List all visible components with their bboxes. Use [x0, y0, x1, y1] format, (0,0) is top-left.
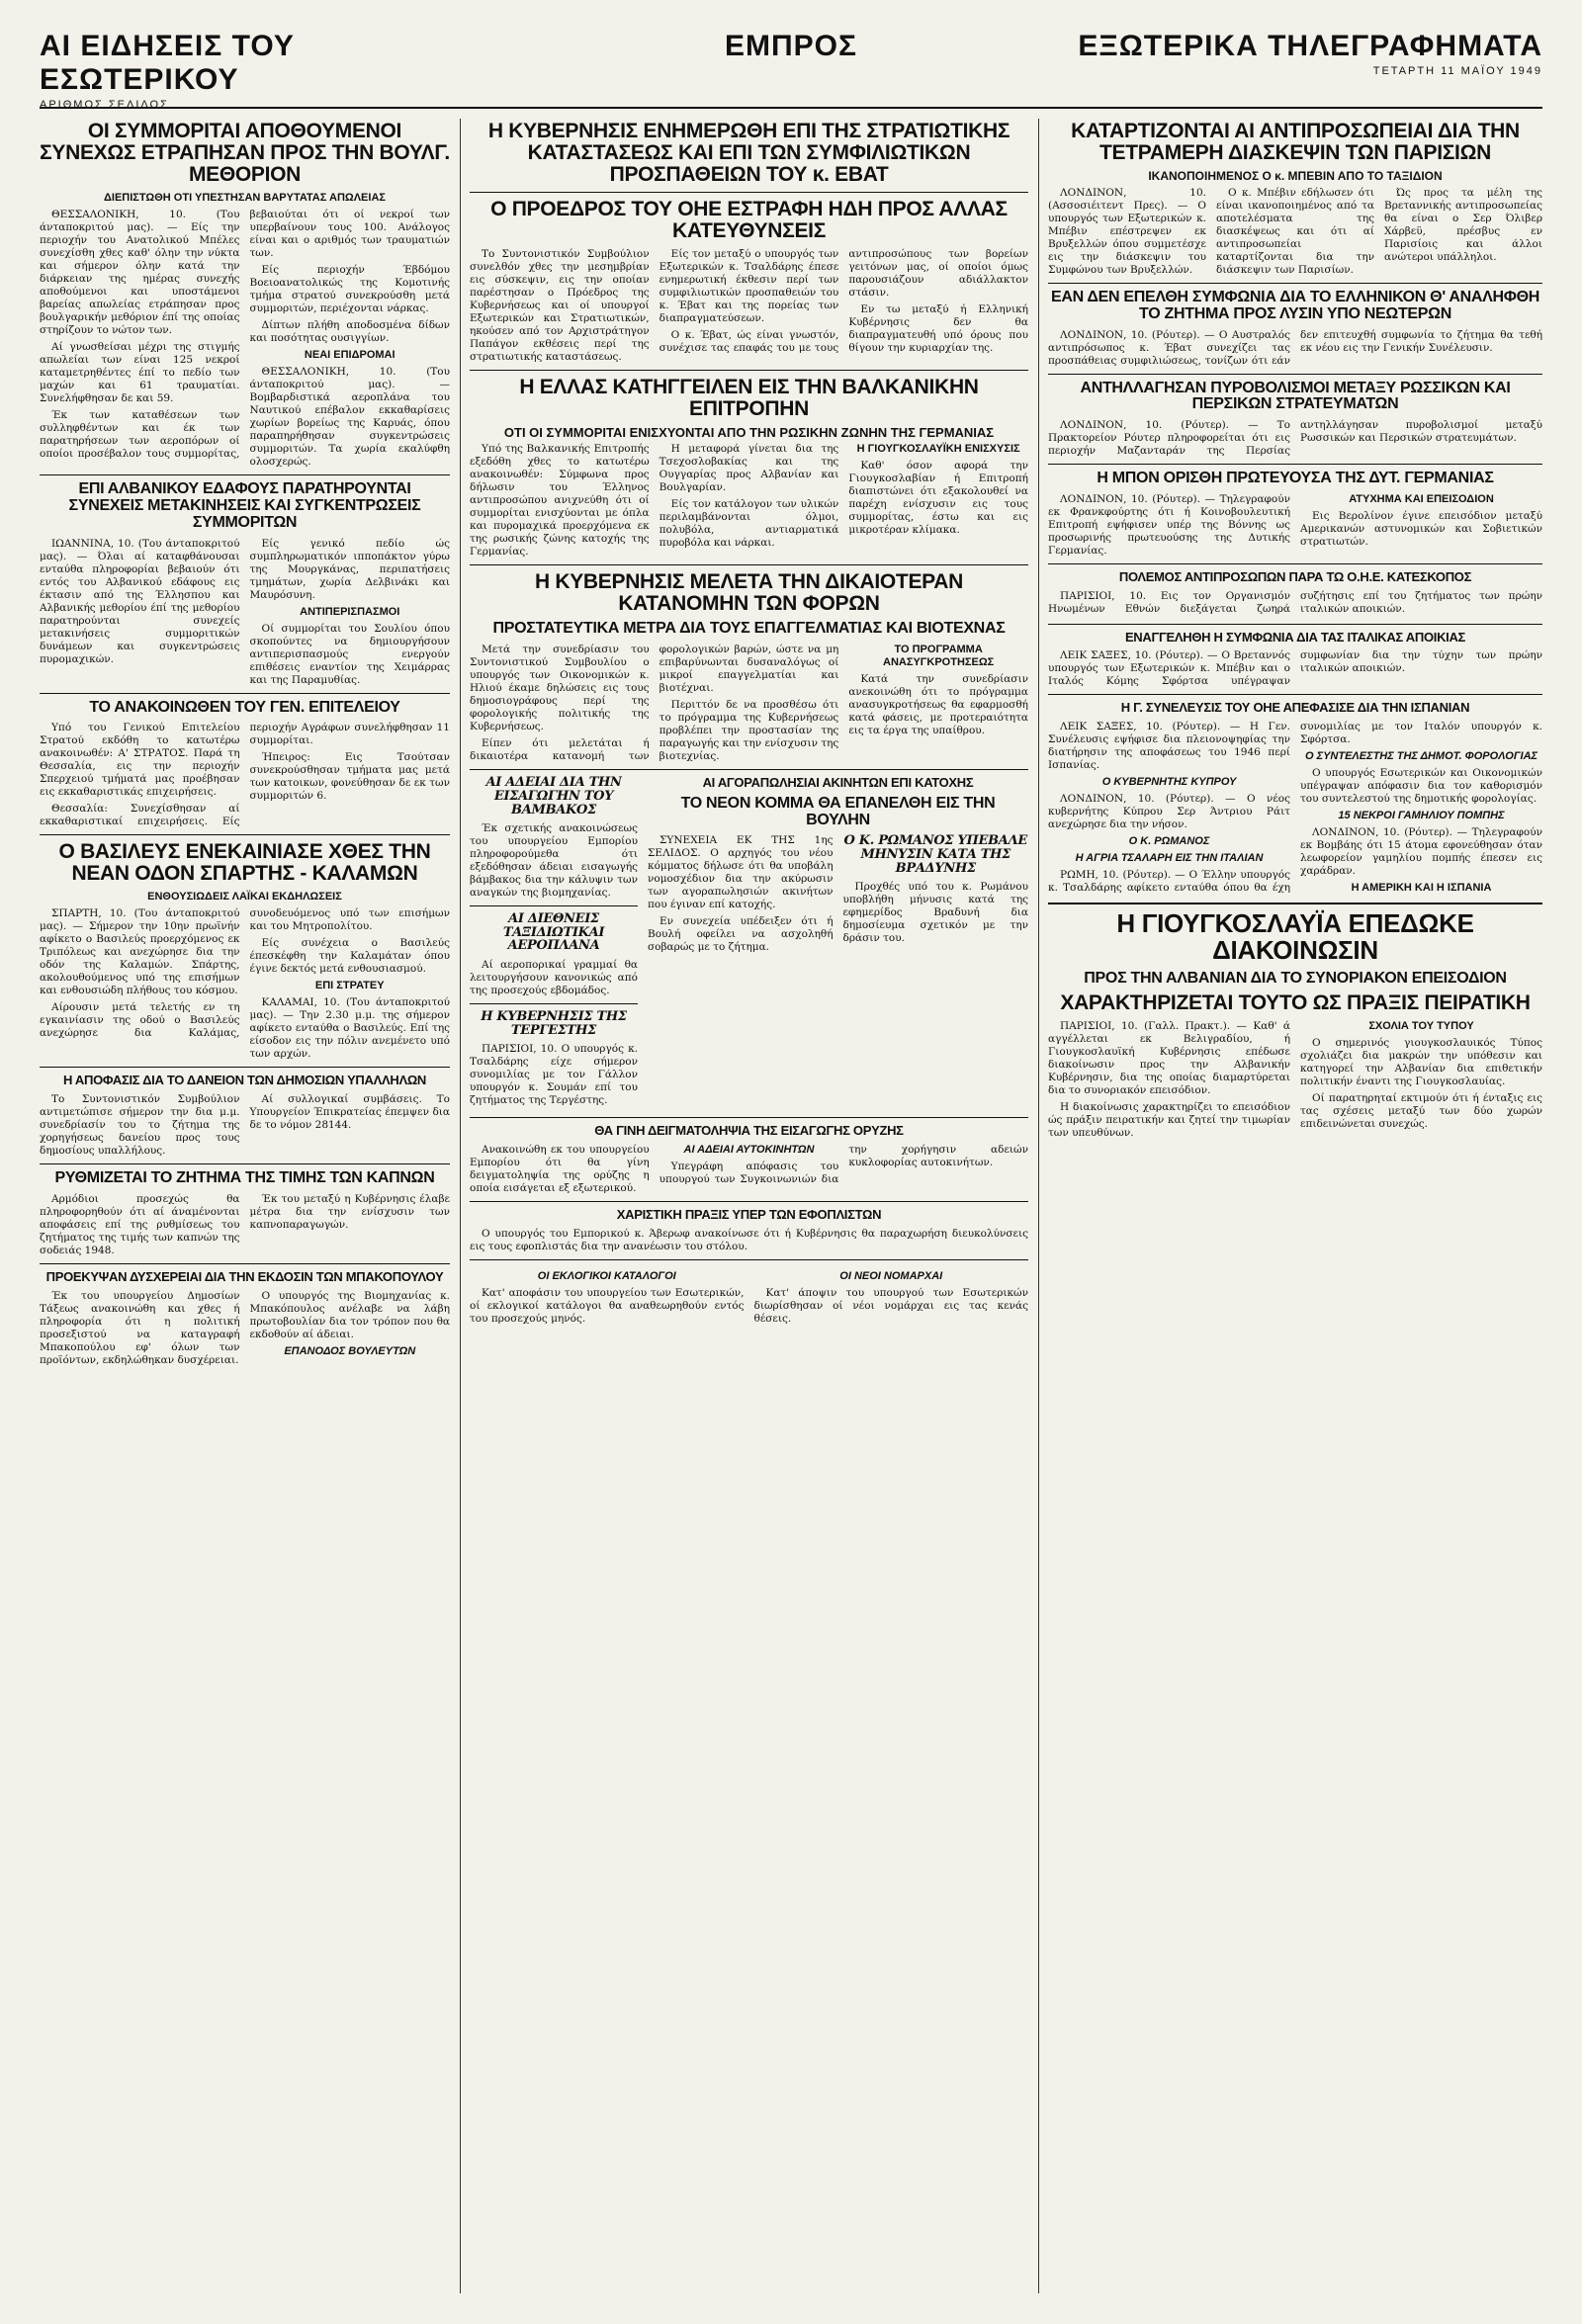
- headline-un-war: ΠΟΛΕΜΟΣ ΑΝΤΙΠΡΟΣΩΠΩΝ ΠΑΡΑ ΤΩ Ο.Η.Ε. ΚΑΤΕΣΚΟΠΟΣ: [1118, 569, 1472, 585]
- issue-date: ΤΕΤΑΡΤΗ 11 ΜΑΪΟΥ 1949: [1372, 65, 1542, 77]
- section-divider: [40, 474, 450, 475]
- paragraph: Υπεγράφη απόφασις του υπουργού των Συγκοινωνιών δια την χορήγησιν αδειών κυκλοφορίας αυτοκινήτων.: [659, 1143, 1028, 1185]
- paragraph: Ήπειρος: Εις Τσούτσαν συνεκρούσθησαν τμήματα μας μετά των κατοικων, φονεύθησαν δε εκ των συμμοριτών 6.: [249, 751, 450, 803]
- section-divider: [40, 1263, 450, 1264]
- subheadline-mps-return: ΕΠΑΝΟΔΟΣ ΒΟΥΛΕΥΤΩΝ: [284, 1344, 416, 1357]
- article-tobacco-body: [40, 1193, 450, 1257]
- subheadline-celebrations: ΕΝΘΟΥΣΙΩΔΕΙΣ ΛΑΪΚΑΙ ΕΚΔΗΛΩΣΕΙΣ: [147, 891, 342, 904]
- section-divider: [1048, 624, 1542, 625]
- paragraph: Αί αεροπορικαί γραμμαί θα λειτουργήσουν κανονικώς από της προσεχούς εβδομάδος.: [470, 959, 638, 997]
- paragraph: Ο σημερινός γιουγκοσλαυικός Τύπος σχολιάζει δια μακρών την υπόθεσιν και κατηγορεί την Αλβανίαν δια επιθετικήν πολιτικήν έναντι της Γιουγκοσλαυίας.: [1300, 1037, 1542, 1088]
- paragraph: Είς γενικό πεδίο ώς συμπληρωματικόν ιπποπάκτον γύρω της Μουργκάνας, περιπατήσεις τμημάτων, χωρία Δελβινάκι και Μαυρόσυνη.: [249, 537, 450, 601]
- paragraph: Ο κ. Μπέβιν εδήλωσεν ότι είναι ικανοποιημένος από τα αποτελέσματα της διασκέψεως και ότι αί αντιπροσωπείαι καταρτίζονται δια την διάσκεψιν των Παρισίων.: [1216, 187, 1374, 277]
- column-divider: [1038, 119, 1039, 2293]
- headline-bakopoulos: ΠΡΟΕΚΥΨΑΝ ΔΥΣΧΕΡΕΙΑΙ ΔΙΑ ΤΗΝ ΕΚΔΟΣΙΝ ΤΩΝ ΜΠΑΚΟΠΟΥΛΟΥ: [45, 1268, 444, 1284]
- masthead-left: [40, 30, 435, 111]
- article-bonn-body: [1048, 493, 1542, 558]
- article-staff-body: [40, 722, 450, 828]
- headline-government-briefed: Η ΚΥΒΕΡΝΗΣΙΣ ΕΝΗΜΕΡΩΘΗ ΕΠΙ ΤΗΣ ΣΤΡΑΤΙΩΤΙΚΗΣ ΚΑΤΑΣΤΑΣΕΩΣ ΚΑΙ ΕΠΙ ΤΩΝ ΣΥΜΦΙΛΙΩΤΙΚΩΝ ΠΡΟΣΠΑΘΕΙΩΝ ΤΟΥ κ. ΕΒΑΤ: [487, 121, 1011, 187]
- headline-romanos-lawsuit: Ο Κ. ΡΩΜΑΝΟΣ ΥΠΕΒΑΛΕ ΜΗΝΥΣΙΝ ΚΑΤΑ ΤΗΣ ΒΡΑΔΥΝΗΣ: [843, 833, 1027, 876]
- paragraph: ΠΑΡΙΣΙΟΙ, 10. (Γαλλ. Πρακτ.). — Καθ' ά αγγέλλεται εκ Βελιγραδίου, ή Γιουγκοσλαυϊκή Κυβέρνησις επέδωσε διακοίνωσιν προς την Αλβανικήν Κυβέρνησιν, δια της οποίας διαμαρτύρεται δια το συνοριακόν επεισόδιον.: [1048, 1020, 1290, 1097]
- subheadline-romanos: Ο Κ. ΡΩΜΑΝΟΣ: [1128, 835, 1210, 847]
- paragraph: Ο υπουργός Εσωτερικών και Οικονομικών υπέγραψαν απόφασιν δια τον καθορισμόν του συντελεστού της δημοτικής φορολογίας.: [1300, 767, 1542, 805]
- section-divider: [470, 905, 638, 906]
- headline-albanian-territory: ΕΠΙ ΑΛΒΑΝΙΚΟΥ ΕΔΑΦΟΥΣ ΠΑΡΑΤΗΡΟΥΝΤΑΙ ΣΥΝΕΧΕΙΣ ΜΕΤΑΚΙΝΗΣΕΙΣ ΚΑΙ ΣΥΓΚΕΝΤΡΩΣΕΙΣ ΣΥΜΜΟΡΙΤΩΝ: [68, 480, 421, 531]
- subheadline: ΝΕΑΙ ΕΠΙΔΡΟΜΑΙ: [304, 349, 396, 362]
- paragraph: Υπό του Γενικού Επιτελείου Στρατού εκδόθη το κατωτέρω ανακοινωθέν: Α' ΣΤΡΑΤΟΣ. Παρά τη Θεσσαλία, εις την περιοχήν Σπερχειού τμήματά μας προέβησαν εις εκκαθαριστικάς επιχειρήσεις.: [40, 722, 240, 799]
- article-property: [648, 776, 1028, 1111]
- paragraph: ΛΕΙΚ ΣΑΞΕΣ, 10. (Ρόυτερ). — Ο Βρεταννός υπουργός των Εξωτερικών κ. Μπέβιν και ο Ιταλός Κόμης Σφόρτσα υπέγραψαν συμφωνίαν δια την τύχην των πρώην ιταλικών αποικιών.: [1048, 649, 1542, 688]
- paragraph: ΛΟΝΔΙΝΟΝ, 10. (Ασσοσιέιτεντ Πρες). — Ο υπουργός των Εξωτερικών κ. Μπέβιν επέστρεψεν εκ Βρυξελλών όπου συμμετέσχε εις την διάσκεψιν του Συμφώνου των Βρυξελλών.: [1048, 187, 1206, 277]
- headline-italian-colonies: ΕΝΑΓΓΕΛΗΘΗ Η ΣΥΜΦΩΝΙΑ ΔΙΑ ΤΑΣ ΙΤΑΛΙΚΑΣ ΑΠΟΙΚΙΑΣ: [1124, 629, 1466, 645]
- headline-greek-question: ΕΑΝ ΔΕΝ ΕΠΕΛΘΗ ΣΥΜΦΩΝΙΑ ΔΙΑ ΤΟ ΕΛΛΗΝΙΚΟΝ Θ' ΑΝΑΛΗΦΘΗ ΤΟ ΖΗΤΗΜΑ ΠΡΟΣ ΛΥΣΙΝ ΥΠΟ ΝΕΩΤΕΡΩΝ: [1050, 289, 1540, 322]
- paragraph: Υπό της Βαλκανικής Επιτροπής εξεδόθη χθες το κατωτέρω ανακοινωθέν: Σύμφωνα προς δήλωσιν του Έλληνος αντιπροσώπου ανιχνεύθη ότι οί συμμορίται ενισχύονται με όπλα και πυρομαχικά προερχόμενα εκ της ρωσικής ζώνης κατοχής της Γερμανίας.: [470, 443, 650, 559]
- section-divider: [40, 1067, 450, 1068]
- column-government: [470, 121, 1028, 2290]
- paragraph: ΛΟΝΔΙΝΟΝ, 10. (Ρόυτερ). — Ο Αυστραλός αντιπρόσωπος κ. Έβατ συνεχίζει τας προσπάθειας συμφιλιώσεως, τονίζων ότι εάν δεν επιτευχθή συμφωνία το ζήτημα θα τεθή εκ νέου εις την Γενικήν Συνέλευσιν.: [1048, 328, 1542, 367]
- article-greek-question-body: [1048, 329, 1542, 368]
- section-divider: [40, 834, 450, 835]
- section-divider: [470, 1259, 1028, 1260]
- subheadline-losses: ΔΙΕΠΙΣΤΩΘΗ ΟΤΙ ΥΠΕΣΤΗΣΑΝ ΒΑΡΥΤΑΤΑΣ ΑΠΩΛΕΙΑΣ: [104, 192, 386, 205]
- paragraph: ΛΟΝΔΙΝΟΝ, 10. (Ρόυτερ). — Τηλεγραφούν εκ Βομβάης ότι 15 άτομα εφονεύθησαν όταν λεωφορείον γαμηλίου πομπής έπεσεν εις χαράδραν.: [1300, 826, 1542, 877]
- article-colonies-body: [1048, 649, 1542, 688]
- subheadline-wedding-dead: 15 ΝΕΚΡΟΙ ΓΑΜΗΛΙΟΥ ΠΟΜΠΗΣ: [1338, 810, 1505, 821]
- paragraph: Κατ' αποφάσιν του υπουργείου των Εσωτερικών, οί εκλογικοί κατάλογοι θα αναθεωρηθούν εντός του προσεχούς μηνός.: [470, 1286, 745, 1325]
- headline-protective-measures: ΠΡΟΣΤΑΤΕΥΤΙΚΑ ΜΕΤΡΑ ΔΙΑ ΤΟΥΣ ΕΠΑΓΓΕΛΜΑΤΙΑΣ ΚΑΙ ΒΙΟΤΕΧΝΑΣ: [492, 620, 1006, 638]
- article-spain-body: [1048, 721, 1542, 897]
- paragraph: ΠΑΡΙΣΙΟΙ, 10. Εις τον Οργανισμόν Ηνωμένων Εθνών διεξάγεται ζωηρά συζήτησις επί του ζητήματος των πρώην ιταλικών αποικιών.: [1048, 589, 1542, 615]
- article-cotton: [470, 776, 638, 1111]
- subheadline-russian-zone: ΟΤΙ ΟΙ ΣΥΜΜΟΡΙΤΑΙ ΕΝΙΣΧΥΟΝΤΑΙ ΑΠΟ ΤΗΝ ΡΩΣΙΚΗΝ ΖΩΝΗΝ ΤΗΣ ΓΕΡΜΑΝΙΑΣ: [503, 425, 995, 441]
- headline-tax-distribution: Η ΚΥΒΕΡΝΗΣΙΣ ΜΕΛΕΤΑ ΤΗΝ ΔΙΚΑΙΟΤΕΡΑΝ ΚΑΤΑΝΟΜΗΝ ΤΩΝ ΦΟΡΩΝ: [534, 570, 964, 616]
- article-rice-body: [470, 1144, 1028, 1195]
- subheadline-press-comments: ΣΧΟΛΙΑ ΤΟΥ ΤΥΠΟΥ: [1368, 1020, 1474, 1033]
- headline-shipowners: ΧΑΡΙΣΤΙΚΗ ΠΡΑΞΙΣ ΥΠΕΡ ΤΩΝ ΕΦΟΠΛΙΣΤΩΝ: [616, 1206, 882, 1222]
- paragraph: Ανακοινώθη εκ του υπουργείου Εμπορίου ότι θα γίνη δειγματοληψία της ορύζης η οποία εισάγεται εξ εξωτερικού.: [470, 1143, 650, 1194]
- article-king-body: [40, 907, 450, 1061]
- paragraph: ΘΕΣΣΑΛΟΝΙΚΗ, 10. (Του άνταποκριτού μας). — Βομβαρδιστικά αεροπλάνα του Ναυτικού επέβαλον εκκαθαρίσεις χωρίων βορείως της Καρυάς, όπου παραπηρήθησαν συγκεντρώσεις συμμοριτών. Τα χωρία εκαλύφθη ολοσχερώς.: [249, 366, 450, 469]
- paragraph: Θεσσαλία: Συνεχίσθησαν αί εκκαθαριστικαί επιχειρήσεις. Είς περιοχήν Αγράφων συνελήφθησαν 11 συμμορίται.: [40, 722, 450, 828]
- paragraph: Αίρουσιν μετά τελετής εν τη εγκαινίασιν της οδού ο Βασιλεύς ανεχώρησε δια Καλάμας, συνοδευόμενος υπό των επισήμων και του Μητροπολίτου.: [40, 907, 450, 1040]
- section-divider: [1048, 903, 1542, 904]
- paragraph: Δίπτων πλήθη αποδοσμένα δίδων και ποσότητας ουσιγγίων.: [249, 319, 450, 345]
- paragraph: Έκ σχετικής ανακοινώσεως του υπουργείου Εμπορίου πληροφορούμεθα ότι εξεδόθησαν άδειαι εισαγωγής βάμβακος δια την κάλυψιν των αναγκών της βιομηχανίας.: [470, 822, 638, 900]
- headline-aeroplanes: ΑΙ ΔΙΕΘΝΕΙΣ ΤΑΞΙΔΙΩΤΙΚΑΙ ΑΕΡΟΠΛΑΝΑ: [502, 911, 605, 954]
- article-albania-body: [40, 538, 450, 687]
- article-yugoslavia-body: [1048, 1020, 1542, 1140]
- article-row-bottom: [470, 1266, 1028, 1330]
- paragraph: ΚΑΛΑΜΑΙ, 10. (Του άνταποκριτού μας). — Την 2.30 μ.μ. της σήμερον αφίκετο ενταύθα ο Βασιλεύς. Επί της είσοδον εις την πόλιν ανεμένετο υπό των αρχών.: [249, 996, 450, 1061]
- headline-property-sales: ΑΙ ΑΓΟΡΑΠΩΛΗΣΙΑΙ ΑΚΙΝΗΤΩΝ ΕΠΙ ΚΑΤΟΧΗΣ: [702, 775, 974, 791]
- paragraph: ΛΟΝΔΙΝΟΝ, 10. (Ρόυτερ). — Το Πρακτορείον Ρόυτερ πληροφορείται ότι εις περιοχήν Μαζανταράν της Περσίας αντηλλάγησαν πυροβολισμοί μεταξύ Ρωσσικών και Περσικών στρατευμάτων.: [1048, 419, 1542, 458]
- paragraph: Μετά την συνεδρίασιν του Συντονιστικού Συμβουλίου ο υπουργός των Οικονομικών κ. Ηλιού έκαμε δηλώσεις εις τους δημοσιογράφους περί της φορολογικής πολιτικής της Κυβερνήσεως.: [470, 644, 650, 733]
- article-row-mixed: [470, 776, 1028, 1111]
- article-persia-body: [1048, 419, 1542, 458]
- headline-general-staff: ΤΟ ΑΝΑΚΟΙΝΩΘΕΝ ΤΟΥ ΓΕΝ. ΕΠΙΤΕΛΕΙΟΥ: [89, 698, 400, 716]
- subheadline-cyprus-governor: Ο ΚΥΒΕΡΝΗΤΗΣ ΚΥΠΡΟΥ: [1101, 776, 1237, 788]
- masthead-rule: [40, 107, 1542, 109]
- section-divider: [1048, 464, 1542, 465]
- paragraph: Είπεν ότι μελετάται ή δικαιοτέρα κατανομή των φορολογικών βαρών, ώστε να μη επιβαρύνωνται δυσαναλόγως οί μικροί επαγγελματίαι και βιοτέχναι.: [470, 644, 839, 763]
- paragraph: Έκ των καταθέσεων των συλληφθέντων και έκ των παρατηρήσεων των αεροπόρων οί οποίοι προσέβαλον τους συμμορίτας, βεβαιούται ότι οί νεκροί των υπερβαίνουν τους 100. Ανάλογος είναι και ο αριθμός των τραυματιών των.: [40, 209, 450, 461]
- section-divider: [470, 1201, 1028, 1202]
- subheadline: ΤΟ ΠΡΟΓΡΑΜΜΑ ΑΝΑΣΥΓΚΡΟΤΗΣΕΩΣ: [883, 644, 995, 669]
- paragraph: Είς συνέχεια ο Βασιλεύς έπεσκέφθη την Καλαμάταν όπου έγινε δεκτός μετά ενθουσιασμού.: [249, 937, 450, 976]
- paragraph: ΛΟΝΔΙΝΟΝ, 10. (Ρόυτερ). — Τηλεγραφούν εκ Φρανκφούρτης ότι ή Κοινοβουλευτική Επιτροπή εψήφισεν υπέρ της Βόννης ως προσωρινής πρωτευούσης της Δυτικής Γερμανίας.: [1048, 493, 1290, 558]
- subheadline-tsaldaris-italy: Η ΑΓΡΙΑ ΤΣΑΛΑΡΗ ΕΙΣ ΤΗΝ ΙΤΑΛΙΑΝ: [1075, 852, 1264, 864]
- headline-bandits-retreat: ΟΙ ΣΥΜΜΟΡΙΤΑΙ ΑΠΟΘΟΥΜΕΝΟΙ ΣΥΝΕΧΩΣ ΕΤΡΑΠΗΣΑΝ ΠΡΟΣ ΤΗΝ ΒΟΥΛΓ. ΜΕΘΟΡΙΟΝ: [40, 121, 450, 187]
- headline-electoral-lists: ΟΙ ΕΚΛΟΓΙΚΟΙ ΚΑΤΑΛΟΓΟΙ: [537, 1269, 676, 1282]
- section-divider: [470, 1003, 638, 1004]
- paragraph: Ο υπουργός της Βιομηχανίας κ. Μπακόπουλος ανέλαβε να λάβη πρωτοβουλίαν δια τον τρόπον που θα εκδοθούν αί άδειαι.: [249, 1289, 450, 1340]
- headline-cotton-licences: ΑΙ ΑΔΕΙΑΙ ΔΙΑ ΤΗΝ ΕΙΣΑΓΩΓΗΝ ΤΟΥ ΒΑΜΒΑΚΟΣ: [485, 775, 622, 818]
- headline-new-nomarchs: ΟΙ ΝΕΟΙ ΝΟΜΑΡΧΑΙ: [839, 1269, 943, 1282]
- section-divider: [1048, 563, 1542, 564]
- headline-new-party: ΤΟ ΝΕΟΝ ΚΟΜΜΑ ΘΑ ΕΠΑΝΕΛΘΗ ΕΙΣ ΤΗΝ ΒΟΥΛΗΝ: [680, 794, 996, 828]
- column-divider: [460, 119, 461, 2293]
- masthead-right: [929, 30, 1542, 77]
- paragraph: Αί γνωσθείσαι μέχρι της στιγμής απωλείαι των είναι 125 νεκροί καταμετρηθέντες έπί το πεδίο των μαχών και 61 τραυματίαι. Συνελήφθησαν δε και 59.: [40, 341, 240, 405]
- paragraph: ΡΩΜΗ, 10. (Ρόυτερ). — Ο Έλλην υπουργός κ. Τσαλδάρης αφίκετο ενταύθα όπου θα έχη συνομιλίας με τον Ιταλόν υπουργόν κ. Σφόρτσα.: [1048, 721, 1542, 894]
- headline-rice-sampling: ΘΑ ΓΙΝΗ ΔΕΙΓΜΑΤΟΛΗΨΙΑ ΤΗΣ ΕΙΣΑΓΩΓΗΣ ΟΡΥΖΗΣ: [594, 1123, 904, 1139]
- paragraph: Είς τον κατάλογον των υλικών περιλαμβάνονται όλμοι, πολυβόλα, αντιαρματικά πυροβόλα και νάρκαι.: [659, 498, 839, 550]
- paragraph: ΙΩΑΝΝΙΝΑ, 10. (Του άνταποκριτού μας). — Όλαι αί καταφθάνουσαι ενταύθα πληροφορίαι βεβαιούν ότι εντός του Αλβανικού εδάφους εις έκτασιν από της Έλλησπου και Αλβανικής μεθορίου έπί της μεθορίου παρατηρούνται συνεχείς μετακινήσεις συμμοριτικών δυνάμεων και συγκεντρώσεις πυρομαχικών.: [40, 537, 240, 665]
- article-electoral-lists: [470, 1266, 745, 1330]
- page-number-label: ΑΡΙΘΜΟΣ ΣΕΛΙΔΟΣ: [40, 99, 169, 111]
- section-divider: [470, 769, 1028, 770]
- headline-trieste: Η ΚΥΒΕΡΝΗΣΙΣ ΤΗΣ ΤΕΡΓΕΣΤΗΣ: [481, 1009, 627, 1038]
- newspaper-page: [40, 30, 1542, 2293]
- paragraph: Αρμόδιοι προσεχώς θα πληροφορηθούν ότι αί άναμένονται αποφάσεις επί της ρυθμίσεως του ζητήματος της τιμής των καπνών της σοδειάς 1948.: [40, 1192, 240, 1256]
- section-divider: [470, 370, 1028, 371]
- paragraph: Προχθές υπό του κ. Ρωμάνου υποβλήθη μήνυσις κατά της εφημερίδος Βραδυνή δια δημοσίευμα σχετικόν με την δράσιν του.: [842, 881, 1028, 945]
- subheadline-car-licences: ΑΙ ΑΔΕΙΑΙ ΑΥΤΟΚΙΝΗΤΩΝ: [683, 1143, 815, 1156]
- paragraph: Έκ του μεταξύ η Κυβέρνησις έλαβε μέτρα δια την ενίσχυσιν των καπνοπαραγωγών.: [249, 1192, 450, 1231]
- headline-tobacco-price: ΡΥΘΜΙΖΕΤΑΙ ΤΟ ΖΗΤΗΜΑ ΤΗΣ ΤΙΜΗΣ ΤΩΝ ΚΑΠΝΩΝ: [54, 1169, 435, 1187]
- paragraph: Είς τον μεταξύ ο υπουργός των Εξωτερικών κ. Τσαλδάρης έπεσε ενημερωτική έκθεσιν περί των συμφιλιωτικών προσπαθειών του κ. Έβατ και της πορείας των διαπραγματεύσεων.: [659, 248, 839, 325]
- paragraph: Το Συντονιστικόν Συμβούλιον αντιμετώπισε σήμερον την δια μ.μ. συνεδρίασίν του το ζήτημα της χορηγήσεως δανείου προς τους δημοσίους υπαλλήλους.: [40, 1093, 240, 1158]
- paragraph: Είς περιοχήν Έβδόμου Βοειοανατολικώς της Κομοτινής τμήμα στρατού συνεκρούσθη μετά συμμοριτών, περιέχονται νάρκας.: [249, 264, 450, 315]
- article-un-body: [1048, 590, 1542, 618]
- section-divider: [40, 693, 450, 694]
- article-property-body: [648, 834, 1028, 954]
- subheadline-america-spain: Η ΑΜΕΡΙΚΗ ΚΑΙ Η ΙΣΠΑΝΙΑ: [1351, 882, 1492, 894]
- section-title-domestic: ΑΙ ΕΙΔΗΣΕΙΣ ΤΟΥ ΕΣΩΤΕΡΙΚΟΥ: [40, 30, 295, 96]
- subheadline-accident: ΑΤΥΧΗΜΑ ΚΑΙ ΕΠΕΙΣΟΔΙΟΝ: [1349, 493, 1494, 506]
- article-new-nomarchs: [754, 1266, 1029, 1330]
- paragraph: Περιττόν δε να προσθέσω ότι το πρόγραμμα της Κυβερνήσεως προβλέπει την προστασίαν της παραγωγής και την ενίσχυσιν της βιοτεχνίας.: [659, 699, 839, 763]
- section-divider: [470, 192, 1028, 193]
- column-domestic: [40, 121, 450, 2290]
- paragraph: Κατά την συνεδρίασιν ανεκοινώθη ότι το πρόγραμμα ανασυγκροτήσεως θα εφαρμοσθή κατά φάσεις, με προτεραιότητα εις τα έργα της υπαίθρου.: [848, 673, 1028, 737]
- paragraph: ΛΕΙΚ ΣΑΞΕΣ, 10. (Ρόυτερ). — Η Γεν. Συνέλευσις εψήφισε δια πλειονοψηφίας την διατήρησιν της αποφάσεως του 1946 περί Ισπανίας.: [1048, 721, 1290, 771]
- paragraph: Ο υπουργός του Εμπορικού κ. Άβερωφ ανακοίνωσε ότι ή Κυβέρνησις θα παραχωρήση διευκολύνσεις εις τους εφοπλιστάς δια την ανανέωσιν του στόλου.: [470, 1227, 1028, 1252]
- subheadline-municipal-tax: Ο ΣΥΝΤΕΛΕΣΤΗΣ ΤΗΣ ΔΗΜΟΤ. ΦΟΡΟΛΟΓΙΑΣ: [1304, 750, 1538, 762]
- headline-spain-decision: Η Γ. ΣΥΝΕΛΕΥΣΙΣ ΤΟΥ ΟΗΕ ΑΠΕΦΑΣΙΣΕ ΔΙΑ ΤΗΝ ΙΣΠΑΝΙΑΝ: [1120, 700, 1470, 716]
- paragraph: Εν τω μεταξύ ή Ελληνική Κυβέρνησις δεν θα διαπραγματευθή υπό όρους που θίγουν την κυριαρχίαν της.: [848, 303, 1028, 355]
- column-foreign: [1048, 121, 1542, 2290]
- headline-balkan-committee: Η ΕΛΛΑΣ ΚΑΤΗΓΓΕΙΛΕΝ ΕΙΣ ΤΗΝ ΒΑΛΚΑΝΙΚΗΝ ΕΠΙΤΡΟΠΗΝ: [519, 376, 979, 421]
- section-divider: [470, 1117, 1028, 1118]
- paragraph: Αί συλλογικαί συμβάσεις. Το Υπουργείον Έπικρατείας έπεμψεν δια δε το νόμον 28144.: [249, 1093, 450, 1132]
- headline-king-road: Ο ΒΑΣΙΛΕΥΣ ΕΝΕΚΑΙΝΙΑΣΕ ΧΘΕΣ ΤΗΝ ΝΕΑΝ ΟΔΟΝ ΣΠΑΡΤΗΣ - ΚΑΛΑΜΩΝ: [58, 840, 431, 886]
- paragraph: ΘΕΣΣΑΛΟΝΙΚΗ, 10. (Του άνταποκριτού μας). — Είς την περιοχήν του Ανατολικού Μπέλες συνεχίσθη χθες καθ' όλην την νύκτα και σήμερον όλην κατά την διάρκειαν της ημέρας συνεχής αποθούμενοι και υποστάμενοι βαρείας απωλείας ετράπησαν προς βουλγαρικήν μεθόριον έπί της οποίας στηρίζουν το νώτον των.: [40, 209, 240, 337]
- paragraph: Η μεταφορά γίνεται δια της Τσεχοσλοβακίας και της Ουγγαρίας προς Αλβανίαν και Βουλγαρίαν.: [659, 443, 839, 494]
- paragraph: Εις Βερολίνον έγινε επεισόδιον μεταξύ Αμερικανών αστυνομικών και Σοβιετικών στρατιωτών.: [1300, 510, 1542, 549]
- paragraph: ΣΥΝΕΧΕΙΑ ΕΚ ΤΗΣ 1ης ΣΕΛΙΔΟΣ. Ο αρχηγός του νέου κόμματος δήλωσε ότι θα υποβάλη νομοσχέδιον δια την ακύρωσιν των αγοραπωλησιών ακινήτων που έγιναν επί κατοχής.: [648, 834, 834, 911]
- paragraph: Ώς προς τα μέλη της Βρεταννικής αντιπροσωπείας θα είναι ο Σερ Όλιβερ Χάρβεϋ, πρέσβυς εν Παρισίοις και άλλοι ανώτεροι υπάλληλοι.: [1384, 187, 1542, 264]
- subheadline-bevin: ΙΚΑΝΟΠΟΙΗΜΕΝΟΣ Ο κ. ΜΠΕΒΙΝ ΑΠΟ ΤΟ ΤΑΞΙΔΙΟΝ: [1148, 169, 1443, 184]
- paragraph: Κατ' άποψιν του υπουργού των Εσωτερικών διωρίσθησαν οί νέοι νομάρχαι εις τας κενάς θέσεις.: [753, 1286, 1028, 1325]
- section-divider: [1048, 694, 1542, 695]
- paragraph: ΛΟΝΔΙΝΟΝ, 10. (Ρόυτερ). — Ο νέος κυβερνήτης Κύπρου Σερ Άντριου Ράιτ ανεχώρησε δια την νήσον.: [1048, 793, 1290, 830]
- masthead-center: [672, 30, 910, 63]
- paragraph: Οί παρατηρηταί εκτιμούν ότι ή ένταξις εις τας σχέσεις μεταξύ των δύο χωρών επιδεινώνεται συνεχώς.: [1300, 1092, 1542, 1131]
- subheadline: ΕΠΙ ΣΤΡΑΤΕΥ: [314, 980, 385, 992]
- paragraph: Εν συνεχεία υπέδειξεν ότι ή Βουλή οφείλει να ασχοληθή σοβαρώς με το ζήτημα.: [648, 915, 834, 954]
- article-balkan-body: [470, 443, 1028, 559]
- section-divider: [1048, 374, 1542, 375]
- paragraph: Καθ' όσον αφορά την Γιουγκοσλαβίαν ή Επιτροπή διαπιστώνει ότι εξακολουθεί να παρέχη ενίσχυσιν εις τους συμμορίτας, έστω και εις μικροτέραν κλίμακα.: [848, 460, 1028, 537]
- headline-bonn-capital: Η ΜΠΟΝ ΟΡΙΣΘΗ ΠΡΩΤΕΥΟΥΣΑ ΤΗΣ ΔΥΤ. ΓΕΡΜΑΝΙΑΣ: [1097, 470, 1494, 487]
- headline-piracy: ΧΑΡΑΚΤΗΡΙΖΕΤΑΙ ΤΟΥΤΟ ΩΣ ΠΡΑΞΙΣ ΠΕΙΡΑΤΙΚΗ: [1060, 991, 1531, 1015]
- article-bakopoulos-body: [40, 1290, 450, 1367]
- paragraph: ΠΑΡΙΣΙΟΙ, 10. Ο υπουργός κ. Τσαλδάρης είχε σήμερον συνομιλίας με τον Γάλλον υπουργόν κ. Σουμάν επί του ζητήματος της Τεργέστης.: [470, 1043, 638, 1107]
- headline-albania-border: ΠΡΟΣ ΤΗΝ ΑΛΒΑΝΙΑΝ ΔΙΑ ΤΟ ΣΥΝΟΡΙΑΚΟΝ ΕΠΕΙΣΟΔΙΟΝ: [1084, 969, 1507, 987]
- section-divider: [40, 1163, 450, 1164]
- article-bandits-body: [40, 209, 450, 469]
- paragraph: Ο κ. Έβατ, ώς είναι γνωστόν, συνέχισε τας επαφάς του με τους αντιπροσώπους των βορείων γειτόνων μας, οί οποίοι όμως παρουσιάζουν αδιάλλακτον στάσιν.: [659, 248, 1028, 355]
- article-tax-body: [470, 644, 1028, 763]
- article-government-body: [470, 248, 1028, 364]
- section-divider: [1048, 283, 1542, 284]
- article-delegations-body: [1048, 187, 1542, 277]
- section-divider: [470, 564, 1028, 565]
- paragraph: Η διακοίνωσις χαρακτηρίζει το επεισόδιον ώς πράξιν πειρατικήν και ζητεί την τιμωρίαν των υπευθύνων.: [1048, 1101, 1290, 1140]
- article-loan-body: [40, 1093, 450, 1158]
- headline-yugoslavia-note: Η ΓΙΟΥΓΚΟΣΛΑΥΪΑ ΕΠΕΔΩΚΕ ΔΙΑΚΟΙΝΩΣΙΝ: [1116, 908, 1474, 966]
- paragraph: ΣΠΑΡΤΗ, 10. (Του άνταποκριτού μας). — Σήμερον την 10ην πρωϊνήν αφίκετο ο Βασιλεύς προερχόμενος εκ Τριπόλεως και ανεχώρησε δια την οδόν της Καλαμών. Σπάρτης, ακολουθούμενος υπό της επισήμων και ενθουσιώδη πλήθους του κόσμου.: [40, 907, 240, 997]
- headline-un-president: Ο ΠΡΟΕΔΡΟΣ ΤΟΥ ΟΗΕ ΕΣΤΡΑΦΗ ΗΔΗ ΠΡΟΣ ΑΛΛΑΣ ΚΑΤΕΥΘΥΝΣΕΙΣ: [490, 198, 1008, 243]
- headline-russian-persian-fire: ΑΝΤΗΛΛΑΓΗΣΑΝ ΠΥΡΟΒΟΛΙΣΜΟΙ ΜΕΤΑΞΥ ΡΩΣΣΙΚΩΝ ΚΑΙ ΠΕΡΣΙΚΩΝ ΣΤΡΑΤΕΥΜΑΤΩΝ: [1080, 379, 1511, 413]
- paragraph: Το Συντονιστικόν Συμβούλιον συνελθόν χθες την μεσημβρίαν εις σύσκεψιν, εις την οποίαν παρέστησαν ο Πρόεδρος της Κυβερνήσεως και οί υπουργοί Εξωτερικών και Στρατιωτικών, ηκούσεν από τον Αρχιστράτηγον Παπάγον εκθέσεις περί της στρατιωτικής καταστάσεως.: [470, 248, 650, 364]
- paragraph: Έκ του υπουργείου Δημοσίων Τάξεως ανακοινώθη και χθες ή πληροφορία ότι η πολιτική προσεξιστού να καταγραφή Μπακοπούλου εφ' όλων των προϊόντων, εκδηλώθηκαν δυσχέρειαι.: [40, 1289, 240, 1366]
- section-title-foreign: ΕΞΩΤΕΡΙΚΑ ΤΗΛΕΓΡΑΦΗΜΑΤΑ: [1078, 30, 1542, 62]
- newspaper-name: ΕΜΠΡΟΣ: [724, 30, 857, 62]
- paragraph: Οί συμμορίται του Σουλίου όπου σκοπούντες να δημιουργήσουν αντιπερισπασμούς ενεργούν επιθέσεις εναντίον της Χειμάρρας και της Παραμυθίας.: [249, 622, 450, 686]
- subheadline: ΑΝΤΙΠΕΡΙΣΠΑΣΜΟΙ: [300, 605, 400, 618]
- headline-delegations: ΚΑΤΑΡΤΙΖΟΝΤΑΙ ΑΙ ΑΝΤΙΠΡΟΣΩΠΕΙΑΙ ΔΙΑ ΤΗΝ ΤΕΤΡΑΜΕΡΗ ΔΙΑΣΚΕΨΙΝ ΤΩΝ ΠΑΡΙΣΙΩΝ: [1071, 121, 1520, 165]
- headline-civil-servants-loan: Η ΑΠΟΦΑΣΙΣ ΔΙΑ ΤΟ ΔΑΝΕΙΟΝ ΤΩΝ ΔΗΜΟΣΙΩΝ ΥΠΑΛΛΗΛΩΝ: [62, 1073, 427, 1088]
- subheadline: Η ΓΙΟΥΓΚΟΣΛΑΥΪΚΗ ΕΝΙΣΧΥΣΙΣ: [856, 443, 1020, 456]
